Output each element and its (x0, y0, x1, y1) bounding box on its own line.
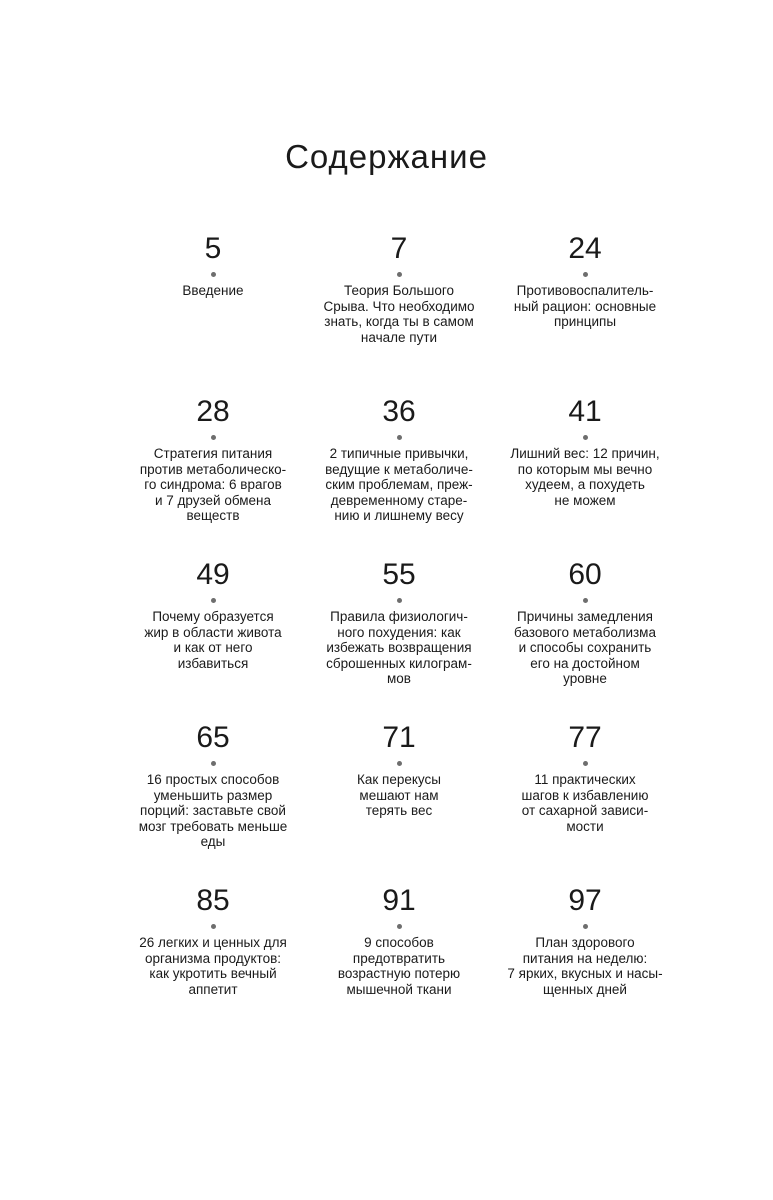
toc-page-number: 5 (204, 232, 222, 265)
toc-page-number: 41 (568, 395, 602, 428)
toc-entry-title: 2 типичные привычки, ведущие к метаболиче- ским проблемам, преж- девременному старе- нию и лишнему весу (325, 446, 473, 523)
bullet-dot-icon (397, 435, 402, 440)
toc-entry[interactable] (492, 395, 678, 558)
bullet-dot-icon (583, 761, 588, 766)
toc-page-number: 91 (382, 884, 416, 917)
toc-entry[interactable] (492, 558, 678, 721)
bullet-dot-icon (583, 598, 588, 603)
bullet-dot-icon (397, 761, 402, 766)
toc-entry-title: 16 простых способов уменьшить размер порций: заставьте свой мозг требовать меньше еды (138, 772, 288, 849)
toc-entry[interactable] (492, 232, 678, 395)
toc-entry-title: План здорового питания на неделю: 7 ярких, вкусных и насы- щенных дней (507, 935, 663, 997)
bullet-dot-icon (397, 598, 402, 603)
toc-entry[interactable] (120, 884, 306, 1047)
toc-entry[interactable] (492, 721, 678, 884)
toc-entry-title: Противовоспалитель- ный рацион: основные принципы (513, 283, 657, 329)
toc-entry[interactable] (306, 395, 492, 558)
toc-page-number: 71 (382, 721, 416, 754)
toc-entry-title: Лишний вес: 12 причин, по которым мы вечно худеем, а похудеть не можем (510, 446, 660, 508)
toc-entry[interactable] (120, 721, 306, 884)
toc-page-number: 7 (390, 232, 408, 265)
toc-entry-title: Стратегия питания против метаболическо- го синдрома: 6 врагов и 7 друзей обмена веществ (139, 446, 287, 523)
toc-entry-title: Правила физиологич- ного похудения: как избежать возвращения сброшенных килограм- мов (326, 609, 472, 686)
bullet-dot-icon (211, 435, 216, 440)
bullet-dot-icon (583, 435, 588, 440)
toc-entry[interactable] (306, 721, 492, 884)
toc-entry-title: 26 легких и ценных для организма продуктов: как укротить вечный аппетит (139, 935, 287, 997)
bullet-dot-icon (211, 598, 216, 603)
toc-page-number: 60 (568, 558, 602, 591)
toc-entry-title: Введение (182, 283, 244, 298)
toc-page-number: 97 (568, 884, 602, 917)
toc-entry-title: Причины замедления базового метаболизма и способы сохранить его на достойном уровне (514, 609, 656, 686)
bullet-dot-icon (583, 924, 588, 929)
toc-entry[interactable] (306, 558, 492, 721)
toc-entry[interactable] (120, 232, 306, 395)
bullet-dot-icon (397, 272, 402, 277)
bullet-dot-icon (211, 761, 216, 766)
toc-page-number: 65 (196, 721, 230, 754)
bullet-dot-icon (211, 924, 216, 929)
bullet-dot-icon (211, 272, 216, 277)
toc-entry-title: 9 способов предотвратить возрастную потерю мышечной ткани (337, 935, 461, 997)
toc-entry[interactable] (492, 884, 678, 1047)
toc-entry[interactable] (306, 884, 492, 1047)
toc-page-number: 28 (196, 395, 230, 428)
toc-page-number: 24 (568, 232, 602, 265)
toc-page-number: 85 (196, 884, 230, 917)
toc-page-number: 55 (382, 558, 416, 591)
toc-page-number: 36 (382, 395, 416, 428)
toc-entry[interactable] (120, 395, 306, 558)
page-title: Содержание (285, 138, 488, 176)
toc-page-number: 49 (196, 558, 230, 591)
toc-entry-title: Почему образуется жир в области живота и как от него избавиться (144, 609, 282, 671)
bullet-dot-icon (583, 272, 588, 277)
toc-grid (120, 232, 680, 1047)
toc-entry-title: Как перекусы мешают нам терять вес (357, 772, 441, 818)
bullet-dot-icon (397, 924, 402, 929)
toc-page-number: 77 (568, 721, 602, 754)
toc-entry-title: Теория Большого Срыва. Что необходимо знать, когда ты в самом начале пути (323, 283, 475, 345)
toc-entry[interactable] (306, 232, 492, 395)
toc-entry[interactable] (120, 558, 306, 721)
toc-entry-title: 11 практических шагов к избавлению от сахарной зависи- мости (521, 772, 649, 834)
